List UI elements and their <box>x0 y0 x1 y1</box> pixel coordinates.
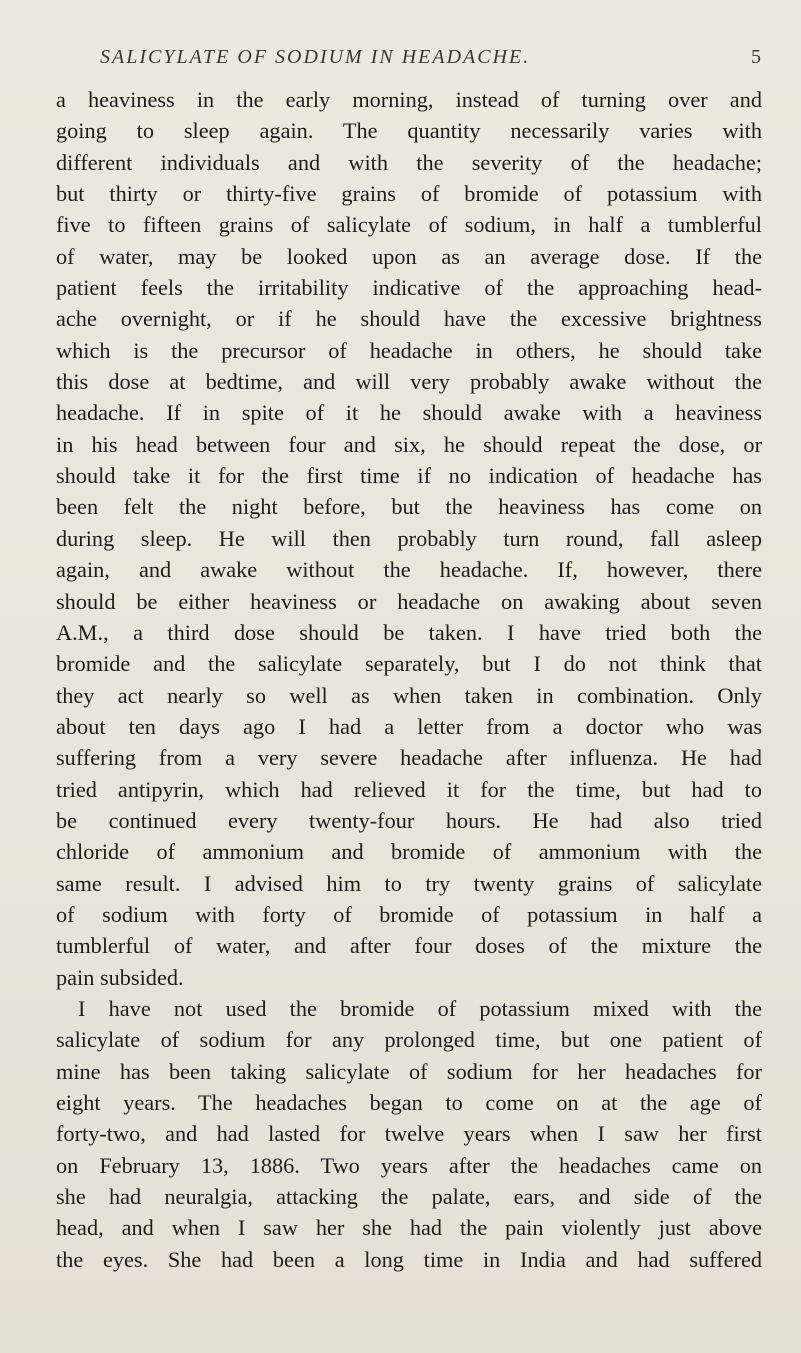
text-line: A.M., a third dose should be taken. I have tried both the <box>56 619 762 645</box>
body-text <box>56 84 762 1275</box>
text-line: going to sleep again. The quantity necessarily varies with <box>56 118 762 144</box>
text-line: five to fifteen grains of salicylate of sodium, in half a tumblerful <box>56 212 762 238</box>
text-line: head, and when I saw her she had the pain violently just above <box>56 1215 762 1241</box>
text-line: chloride of ammonium and bromide of ammonium with the <box>56 839 762 865</box>
text-line: should take it for the first time if no indication of headache has <box>56 463 762 489</box>
text-line: tried antipyrin, which had relieved it for the time, but had to <box>56 776 762 802</box>
text-line: bromide and the salicylate separately, but I do not think that <box>56 651 762 677</box>
text-line: same result. I advised him to try twenty grains of salicylate <box>56 870 762 896</box>
text-line: she had neuralgia, attacking the palate, ears, and side of the <box>56 1184 762 1210</box>
text-line: been felt the night before, but the heaviness has come on <box>56 494 762 520</box>
paragraph-1 <box>56 84 762 993</box>
text-line: forty-two, and had lasted for twelve years when I saw her first <box>56 1121 762 1147</box>
text-line: a heaviness in the early morning, instead of turning over and <box>56 87 762 112</box>
text-line: pain subsided. <box>56 964 184 990</box>
text-line: eight years. The headaches began to come on at the age of <box>56 1090 762 1115</box>
text-line: tumblerful of water, and after four doses of the mixture the <box>56 933 762 959</box>
text-line: different individuals and with the severity of the headache; <box>56 149 762 175</box>
text-line: ache overnight, or if he should have the excessive brightness <box>56 306 762 332</box>
text-line: this dose at bedtime, and will very probably awake without the <box>56 369 762 395</box>
text-line: on February 13, 1886. Two years after the headaches came on <box>56 1152 762 1178</box>
running-title: SALICYLATE OF SODIUM IN HEADACHE. <box>100 46 531 68</box>
paragraph-2 <box>56 993 762 1275</box>
text-line: headache. If in spite of it he should awake with a heaviness <box>56 400 762 426</box>
text-line: of sodium with forty of bromide of potassium in half a <box>56 901 762 927</box>
text-line: they act nearly so well as when taken in combination. Only <box>56 682 762 708</box>
text-line: I have not used the bromide of potassium mixed with the <box>78 995 762 1021</box>
text-line: in his head between four and six, he should repeat the dose, or <box>56 431 762 457</box>
text-line: suffering from a very severe headache after influenza. He had <box>56 745 762 771</box>
text-line: mine has been taking salicylate of sodium for her headaches for <box>56 1058 762 1084</box>
text-line: the eyes. She had been a long time in India and had suffered <box>56 1246 762 1272</box>
text-line: should be either heaviness or headache on awaking about seven <box>56 588 762 614</box>
text-line: again, and awake without the headache. If, however, there <box>56 557 762 583</box>
page-number: 5 <box>751 46 761 68</box>
text-line: but thirty or thirty-five grains of bromide of potassium with <box>56 181 762 207</box>
text-line: about ten days ago I had a letter from a doctor who was <box>56 713 762 739</box>
text-line: during sleep. He will then probably turn round, fall asleep <box>56 525 762 551</box>
text-line: salicylate of sodium for any prolonged time, but one patient of <box>56 1027 762 1053</box>
text-line: patient feels the irritability indicative of the approaching head- <box>56 275 762 301</box>
text-line: which is the precursor of headache in others, he should take <box>56 337 762 363</box>
text-line: of water, may be looked upon as an average dose. If the <box>56 243 762 269</box>
text-line: be continued every twenty-four hours. He had also tried <box>56 807 762 833</box>
